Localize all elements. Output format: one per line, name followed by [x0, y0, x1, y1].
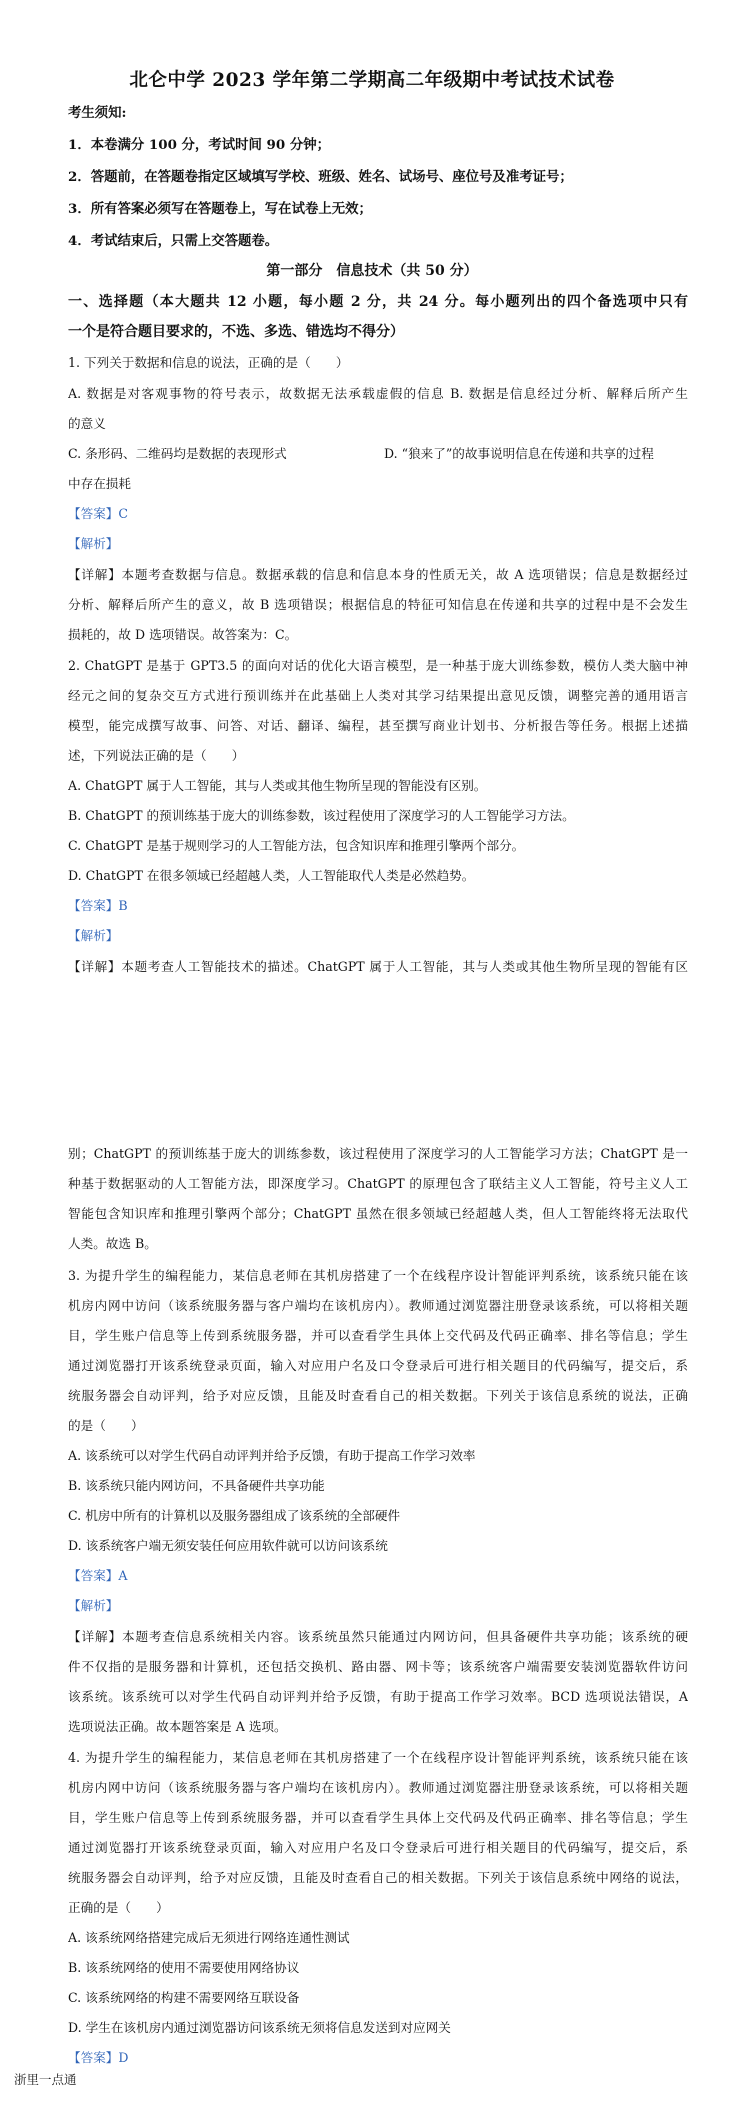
q2-option: D. ChatGPT 在很多领域已经超越人类，人工智能取代人类是必然趋势。 — [68, 868, 475, 883]
q3-analysis: 【解析】 — [68, 1598, 119, 1613]
q2-detail: 别；ChatGPT 的预训练基于庞大的训练参数，该过程使用了深度学习的人工智能学习方法；ChatGPT 是一 — [68, 1146, 688, 1161]
q4-option: C. 该系统网络的构建不需要网络互联设备 — [68, 1990, 300, 2005]
q2-answer: 【答案】B — [68, 898, 128, 913]
q3-stem: 的是（ ） — [68, 1418, 144, 1433]
q4-stem: 机房内网中访问（该系统服务器与客户端均在该机房内）。教师通过浏览器注册登录该系统，可以将相关题 — [68, 1780, 688, 1795]
q3-detail: 该系统。该系统可以对学生代码自动评判并给予反馈，有助于提高工作学习效率。BCD 选项说法错误，A — [68, 1689, 688, 1704]
q3-option: B. 该系统只能内网访问，不具备硬件共享功能 — [68, 1478, 325, 1493]
q3-detail: 件不仅指的是服务器和计算机，还包括交换机、路由器、网卡等；该系统客户端需要安装浏览器软件访问 — [68, 1659, 688, 1674]
q1-option-c: C. 条形码、二维码均是数据的表现形式 — [68, 446, 287, 461]
notice-item: 4．考试结束后，只需上交答题卷。 — [68, 233, 279, 249]
q4-answer: 【答案】D — [68, 2050, 129, 2065]
q1-stem: 1. 下列关于数据和信息的说法，正确的是（ ） — [68, 355, 349, 370]
q4-stem: 正确的是（ ） — [68, 1900, 169, 1915]
section-intro: 一、选择题（本大题共 12 小题，每小题 2 分，共 24 分。每小题列出的四个备选项中只有 — [68, 294, 688, 310]
notice-heading: 考生须知: — [68, 105, 127, 121]
q2-option: B. ChatGPT 的预训练基于庞大的训练参数，该过程使用了深度学习的人工智能学习方法。 — [68, 808, 575, 823]
q2-stem: 述，下列说法正确的是（ ） — [68, 748, 245, 763]
q1-analysis: 【解析】 — [68, 536, 119, 551]
q2-detail: 智能包含知识库和推理引擎两个部分；ChatGPT 虽然在很多领域已经超越人类，但人工智能终将无法取代 — [68, 1206, 688, 1221]
q4-stem: 4. 为提升学生的编程能力，某信息老师在其机房搭建了一个在线程序设计智能评判系统，该系统只能在该 — [68, 1750, 688, 1765]
q3-stem: 目，学生账户信息等上传到系统服务器，并可以查看学生具体上交代码及代码正确率、排名等信息；学生 — [68, 1328, 688, 1343]
q2-detail: 【详解】本题考查人工智能技术的描述。ChatGPT 属于人工智能，其与人类或其他生物所呈现的智能有区 — [68, 959, 688, 974]
section-intro: 一个是符合题目要求的，不选、多选、错选均不得分） — [68, 324, 404, 340]
q4-option: B. 该系统网络的使用不需要使用网络协议 — [68, 1960, 300, 1975]
q3-stem: 3. 为提升学生的编程能力，某信息老师在其机房搭建了一个在线程序设计智能评判系统，该系统只能在该 — [68, 1268, 688, 1283]
q3-stem: 通过浏览器打开该系统登录页面，输入对应用户名及口令登录后可进行相关题目的代码编写，提交后，系 — [68, 1358, 688, 1373]
q4-option: A. 该系统网络搭建完成后无须进行网络连通性测试 — [68, 1930, 350, 1945]
q3-option: A. 该系统可以对学生代码自动评判并给予反馈，有助于提高工作学习效率 — [68, 1448, 476, 1463]
q1-detail: 分析、解释后所产生的意义，故 B 选项错误；根据信息的特征可知信息在传递和共享的过程中是不会发生 — [68, 597, 688, 612]
q1-detail: 损耗的，故 D 选项错误。故答案为：C。 — [68, 627, 298, 642]
q2-detail: 人类。故选 B。 — [68, 1236, 157, 1251]
q3-option: D. 该系统客户端无须安装任何应用软件就可以访问该系统 — [68, 1538, 388, 1553]
q2-analysis: 【解析】 — [68, 928, 119, 943]
q2-stem: 模型，能完成撰写故事、问答、对话、翻译、编程，甚至撰写商业计划书、分析报告等任务。根据上述描 — [68, 718, 688, 733]
page-title: 北仑中学 2023 学年第二学期高二年级期中考试技术试卷 — [129, 70, 615, 91]
q3-stem: 统服务器会自动评判，给予对应反馈，且能及时查看自己的相关数据。下列关于该信息系统的说法，正确 — [68, 1388, 688, 1403]
q1-answer: 【答案】C — [68, 506, 129, 521]
q2-option: A. ChatGPT 属于人工智能，其与人类或其他生物所呈现的智能没有区别。 — [68, 778, 487, 793]
notice-item: 1．本卷满分 100 分，考试时间 90 分钟； — [68, 137, 331, 153]
q2-option: C. ChatGPT 是基于规则学习的人工智能方法，包含知识库和推理引擎两个部分。 — [68, 838, 525, 853]
q2-stem: 2. ChatGPT 是基于 GPT3.5 的面向对话的优化大语言模型，是一种基于庞大训练参数，模仿人类大脑中神 — [68, 658, 688, 673]
q1-option-d: 中存在损耗 — [68, 476, 131, 491]
q1-option-d: D. “狼来了”的故事说明信息在传递和共享的过程 — [384, 446, 654, 461]
q4-stem: 统服务器会自动评判，给予对应反馈，且能及时查看自己的相关数据。下列关于该信息系统中网络的说法， — [68, 1870, 688, 1885]
q4-stem: 目，学生账户信息等上传到系统服务器，并可以查看学生具体上交代码及代码正确率、排名等信息；学生 — [68, 1810, 688, 1825]
q4-option: D. 学生在该机房内通过浏览器访问该系统无须将信息发送到对应网关 — [68, 2020, 451, 2035]
q1-detail: 【详解】本题考查数据与信息。数据承载的信息和信息本身的性质无关，故 A 选项错误；信息是数据经过 — [68, 567, 688, 582]
q4-stem: 通过浏览器打开该系统登录页面，输入对应用户名及口令登录后可进行相关题目的代码编写，提交后，系 — [68, 1840, 688, 1855]
q3-detail: 选项说法正确。故本题答案是 A 选项。 — [68, 1719, 287, 1734]
q3-answer: 【答案】A — [68, 1568, 128, 1583]
notice-item: 2．答题前，在答题卷指定区域填写学校、班级、姓名、试场号、座位号及准考证号； — [68, 169, 573, 185]
notice-item: 3．所有答案必须写在答题卷上，写在试卷上无效； — [68, 201, 372, 217]
part-title: 第一部分 信息技术（共 50 分） — [266, 263, 478, 279]
q1-option-a: 的意义 — [68, 416, 106, 431]
q2-detail: 种基于数据驱动的人工智能方法，即深度学习。ChatGPT 的原理包含了联结主义人工智能，符号主义人工 — [68, 1176, 688, 1191]
q3-detail: 【详解】本题考查信息系统相关内容。该系统虽然只能通过内网访问，但具备硬件共享功能；该系统的硬 — [68, 1629, 688, 1644]
q3-option: C. 机房中所有的计算机以及服务器组成了该系统的全部硬件 — [68, 1508, 401, 1523]
footer-source: 浙里一点通 — [14, 2072, 77, 2087]
q1-option-a: A. 数据是对客观事物的符号表示，故数据无法承载虚假的信息 B. 数据是信息经过分析、解释后所产生 — [68, 386, 688, 401]
q3-stem: 机房内网中访问（该系统服务器与客户端均在该机房内）。教师通过浏览器注册登录该系统，可以将相关题 — [68, 1298, 688, 1313]
q2-stem: 经元之间的复杂交互方式进行预训练并在此基础上人类对其学习结果提出意见反馈，调整完善的通用语言 — [68, 688, 688, 703]
